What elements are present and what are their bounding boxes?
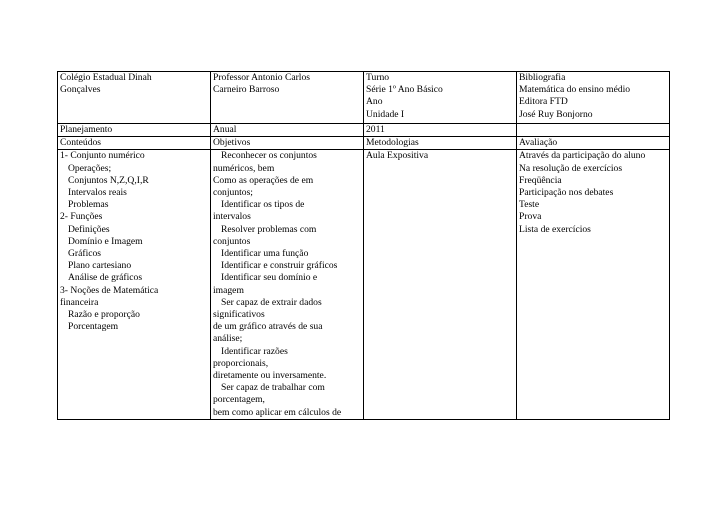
planning-table [57,71,670,420]
objetivo-item: Identificar e construir gráficos [221,260,338,272]
metodologias-cell [364,150,517,419]
objetivo-item: análise; [213,333,243,345]
objetivo-item: significativos [213,309,265,321]
school-cell [58,72,211,124]
conteudo-item: Porcentagem [68,321,119,333]
bibliografia-line: Bibliografia [519,72,566,83]
avaliacao-item: Teste [519,199,540,211]
avaliacao-item: Através da participação do aluno [519,150,646,162]
objetivo-item: diretamente ou inversamente. [213,370,327,382]
objetivo-item: proporcionais, [213,357,269,369]
avaliacao-item: Lista de exercícios [519,223,591,235]
avaliacao-item: Freqüência [519,174,562,186]
avaliacao-item: Na resolução de exercícios [519,162,623,174]
objetivo-item: Identificar razões [221,345,288,357]
conteudo-item: Razão e proporção [68,309,140,321]
conteudo-item: 1- Conjunto numérico [60,150,145,162]
teacher-line: Professor Antonio Carlos [213,72,311,83]
anual-cell: Anual [211,124,364,137]
conteudo-item: Conjuntos N,Z,Q,I,R [68,174,149,186]
objetivo-item: conjuntos; [213,187,253,199]
objetivo-item: porcentagem, [213,394,265,406]
objetivos-header: Objetivos [211,137,364,150]
conteudo-item: Operações; [68,162,112,174]
objetivo-item: Identificar os tipos de [221,199,305,211]
year-cell: 2011 [364,124,517,137]
conteudo-item: Gráficos [68,248,102,260]
avaliacao-item: Prova [519,211,542,223]
objetivo-item: numéricos, bem [213,162,275,174]
avaliacao-item: Participação nos debates [519,187,614,199]
avaliacao-cell [517,150,670,419]
objetivos-cell [211,150,364,419]
planejamento-cell: Planejamento [58,124,211,137]
bibliografia-line: Matemática do ensino médio [519,84,631,96]
conteudo-item: 3- Noções de Matemática [60,284,159,296]
turno-line: Ano [366,96,383,108]
bibliografia-line: José Ruy Bonjorno [519,108,593,120]
turno-cell [364,72,517,124]
planning-row [58,124,670,137]
metodologia-item: Aula Expositiva [366,150,429,162]
objetivo-item: Identificar uma função [221,248,309,260]
objetivo-item: Como as operações de em [213,174,314,186]
objetivo-item: Ser capaz de trabalhar com [221,382,325,394]
conteudos-cell [58,150,211,419]
conteudos-header: Conteúdos [58,137,211,150]
bibliografia-line: Editora FTD [519,96,568,108]
turno-line: Série 1º Ano Básico [366,84,443,96]
objetivo-item: Identificar seu domínio e [221,272,318,284]
objetivo-item: imagem [213,284,244,296]
turno-line: Turno [366,72,390,83]
empty-cell [517,124,670,137]
conteudo-item: Domínio e Imagem [68,235,143,247]
objetivo-item: Ser capaz de extrair dados [221,296,322,308]
objetivo-item: de um gráfico através de sua [213,321,323,333]
school-line: Colégio Estadual Dinah [60,72,152,83]
column-header-row [58,137,670,150]
conteudo-item: Análise de gráficos [68,272,143,284]
teacher-line: Carneiro Barroso [213,84,280,96]
conteudo-item: Intervalos reais [68,187,127,199]
bibliografia-cell [517,72,670,124]
teacher-cell [211,72,364,124]
turno-line: Unidade I [366,108,405,120]
conteudo-item: financeira [60,296,99,308]
objetivo-item: intervalos [213,211,251,223]
content-row [58,150,670,419]
conteudo-item: 2- Funções [60,211,103,223]
conteudo-item: Plano cartesiano [68,260,132,272]
conteudo-item: Problemas [68,199,109,211]
school-line: Gonçalves [60,84,101,96]
objetivo-item: Reconhecer os conjuntos [221,150,317,162]
metodologias-header: Metodologias [364,137,517,150]
conteudo-item: Definições [68,223,110,235]
objetivo-item: conjuntos [213,235,251,247]
objetivo-item: bem como aplicar em cálculos de [213,406,342,418]
avaliacao-header: Avaliação [517,137,670,150]
objetivo-item: Resolver problemas com [221,223,317,235]
header-row [58,72,670,124]
